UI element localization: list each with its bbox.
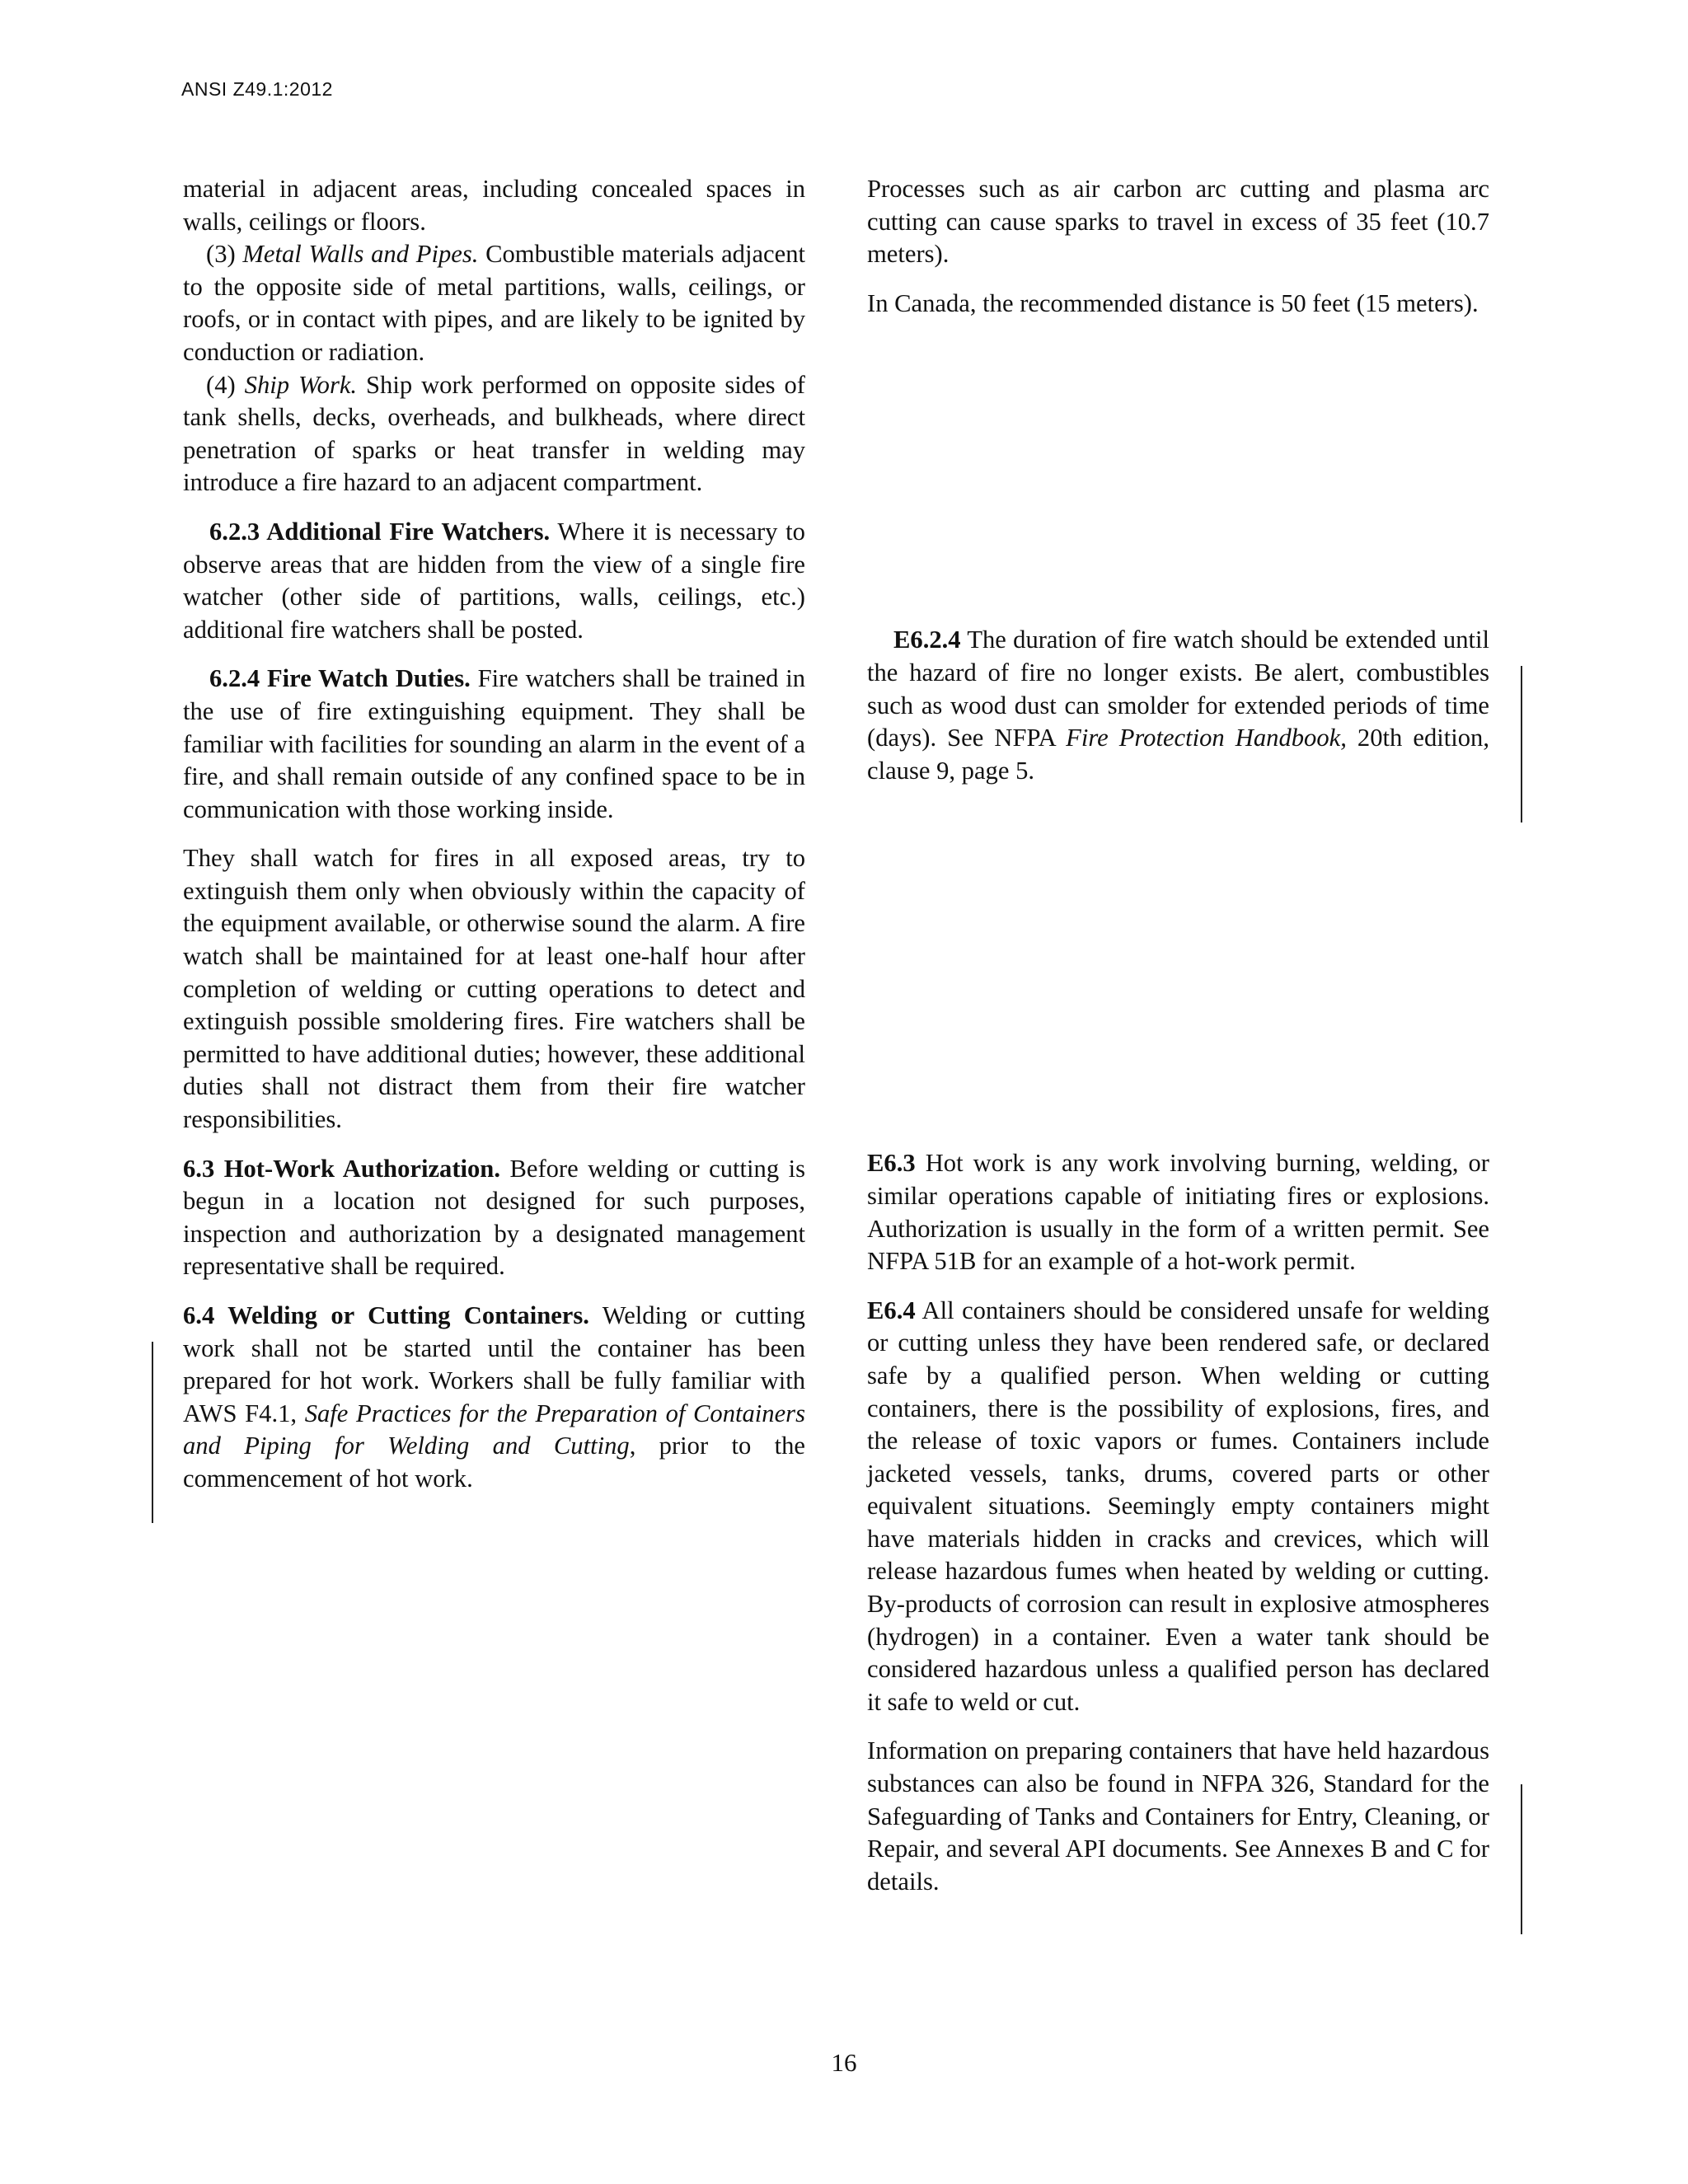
section-text: Before welding or cutting is begun in a location not designed for such purposes, inspection and authorization by a designated management representative shall be required. (183, 1154, 806, 1281)
list-number: (3) (206, 240, 236, 269)
explanation-text: All containers should be considered unsafe for welding or cutting unless they have been rendered safe, or declared safe by a qualified person. When welding or cutting containers, there is the possibility of explosions, fires, and the release of toxic vapors or fumes. Containers include jacketed vessels, tanks, drums, covered parts or other equivalent situations. Seemingly empty containers might have materials hidden in cracks and crevices, which will release hazardous fumes when heated by welding or cutting. By-products of corrosion can result in explosive atmospheres (hydrogen) in a container. Even a water tank should be considered hazardous unless a qualified person has declared it safe to weld or cut. (867, 1296, 1489, 1716)
explanation-e6-2-4 (867, 624, 1489, 787)
reference-title: Safe Practices for the Preparation of Containers and Piping for Welding and Cutting (183, 1399, 805, 1460)
reference-title: Fire Protection Handbook, (1066, 724, 1347, 752)
change-bar (1521, 666, 1522, 823)
list-item-text: Combustible materials adjacent to the opposite side of metal partitions, walls, ceilings, or roofs, or in contact with pipes, and are likely to be ignited by conduction or radiation. (183, 240, 805, 366)
list-number: (4) (206, 370, 236, 399)
section-6-3 (183, 1153, 805, 1283)
explanation-e6-4 (867, 1295, 1489, 1719)
paragraph-continued: material in adjacent areas, including concealed spaces in walls, ceilings or floors. (183, 175, 805, 236)
section-heading: 6.4 Welding or Cutting Containers. (183, 1301, 589, 1329)
left-column (183, 173, 805, 1496)
section-heading: 6.2.3 Additional Fire Watchers. (209, 517, 551, 546)
explanation-e6-3 (867, 1147, 1489, 1277)
explanation-text: Hot work is any work involving burning, welding, or similar operations capable of initiating fires or explosions. Authorization is usually in the form of a written permit. See NFPA 51B for an example of a hot-work permit. (867, 1149, 1489, 1276)
explanation-label: E6.2.4 (893, 626, 961, 654)
explanation-sparks: Processes such as air carbon arc cutting and plasma arc cutting can cause sparks to travel in excess of 35 feet (10.7 meters). (867, 175, 1489, 269)
change-bar (152, 1342, 153, 1523)
section-6-4 (183, 1300, 805, 1496)
explanation-canada: In Canada, the recommended distance is 50 feet (15 meters). (867, 288, 1479, 317)
explanation-e6-4-continued: Information on preparing containers that have held hazardous substances can also be found in NFPA 326, Standard for the Safeguarding of Tanks and Containers for Entry, Cleaning, or Repair, and several API documents. See Annexes B and C for details. (867, 1736, 1489, 1896)
section-text: Fire watchers shall be trained in the use of fire extinguishing equipment. They shall be familiar with facilities for sounding an alarm in the event of a fire, and shall remain outside of any confined space to be in communication with those working inside. (183, 664, 805, 823)
section-text: Where it is necessary to observe areas that are hidden from the view of a single fire watcher (other side of partitions, walls, ceilings, etc.) additional fire watchers shall be posted. (183, 517, 805, 644)
section-6-2-3 (183, 516, 805, 646)
page-number: 16 (831, 2048, 857, 2077)
section-heading: 6.3 Hot-Work Authorization. (183, 1154, 500, 1183)
explanation-text: 20th edition, clause 9, page 5. (867, 724, 1489, 785)
document-header: ANSI Z49.1:2012 (181, 78, 333, 100)
explanation-label: E6.3 (867, 1149, 916, 1178)
section-6-2-4-continued: They shall watch for fires in all exposed areas, try to extinguish them only when obviously within the capacity of the equipment available, or otherwise sound the alarm. A fire watch shall be maintained for at least one-half hour after completion of welding or cutting operations to detect and extinguish possible smoldering fires. Fire watchers shall be permitted to have additional duties; however, these additional duties shall not distract them from their fire watcher responsibilities. (183, 844, 805, 1134)
section-text: , prior to the commencement of hot work. (183, 1432, 805, 1493)
list-item-title: Metal Walls and Pipes. (242, 240, 479, 269)
list-item-text: Ship work performed on opposite sides of tank shells, decks, overheads, and bulkheads, where direct penetration of sparks or heat transfer in welding may introduce a fire hazard to an adjacent compartment. (183, 370, 805, 497)
section-heading: 6.2.4 Fire Watch Duties. (209, 664, 471, 693)
right-column (867, 173, 1489, 1898)
explanation-label: E6.4 (867, 1296, 916, 1324)
list-item-ship-work (183, 369, 805, 499)
list-item-metal-walls (183, 238, 805, 368)
section-text: Welding or cutting work shall not be started until the container has been prepared for hot work. Workers shall be fully familiar with AWS F4.1, (183, 1301, 805, 1427)
explanation-text: The duration of fire watch should be extended until the hazard of fire no longer exists. Be alert, combustibles such as wood dust can smolder for extended periods of time (days). See NFPA (867, 626, 1489, 752)
list-item-title: Ship Work. (244, 370, 358, 399)
change-bar (1521, 1784, 1522, 1934)
section-6-2-4 (183, 663, 805, 826)
